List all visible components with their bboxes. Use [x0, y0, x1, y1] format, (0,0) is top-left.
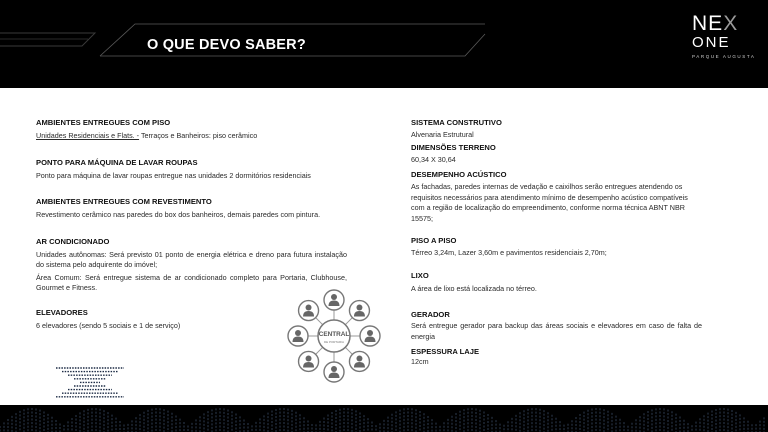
section-title: ESPESSURA LAJE [411, 347, 480, 356]
section-title: PONTO PARA MÁQUINA DE LAVAR ROUPAS [36, 157, 198, 167]
section-text: Unidades autônomas: Será previsto 01 ponto de energia elétrica e dreno para futura instalação do sistema pelo adquirente do imóvel; [36, 249, 347, 269]
section-text: Área Comum: Será entregue sistema de ar condicionado completo para Portaria, Clubhouse, Gourmet e Fitness. [36, 272, 347, 292]
section-text: Será entregue gerador para backup das áreas sociais e elevadores em caso de falta de energia [411, 321, 702, 341]
section-title: LIXO [411, 270, 429, 280]
section-text: Térreo 3,24m, Lazer 3,60m e pavimentos residenciais 2,70m; [411, 248, 607, 257]
decorative-chevron-icon [50, 366, 130, 402]
section-text: Ponto para máquina de lavar roupas entregue nas unidades 2 dormitórios residenciais [36, 170, 311, 180]
footer-decorative-pattern [0, 405, 768, 432]
section-sistema-construtivo [411, 118, 702, 141]
section-revestimento [36, 197, 347, 221]
section-dimensoes-terreno [411, 143, 702, 166]
logo-one: ONE [692, 34, 731, 51]
section-title: DESEMPENHO ACÚSTICO [411, 170, 507, 179]
person-icon [288, 326, 308, 346]
logo-x: X [723, 12, 739, 35]
person-icon [360, 326, 380, 346]
section-title: AMBIENTES ENTREGUES COM PISO [36, 118, 171, 127]
section-text: Alvenaria Estrutural [411, 130, 474, 139]
section-desempenho-acustico [411, 170, 702, 224]
section-text: 12cm [411, 357, 429, 366]
section-title: GERADOR [411, 310, 450, 319]
section-piso-a-piso [411, 236, 702, 259]
person-icon [324, 362, 344, 382]
person-icon [299, 301, 319, 321]
central-portaria-icon [286, 288, 382, 384]
section-title: AR CONDICIONADO [36, 236, 110, 246]
section-ar-condicionado [36, 237, 347, 294]
section-piso [36, 118, 347, 142]
section-maquina-lavar [36, 158, 347, 182]
right-column [411, 118, 702, 368]
header-decorative-lines [0, 0, 768, 88]
section-lixo [411, 271, 702, 295]
section-gerador [411, 310, 702, 342]
page-title: O QUE DEVO SABER? [147, 37, 306, 53]
brand-logo [692, 14, 762, 59]
section-text: Revestimento cerâmico nas paredes do box dos banheiros, demais paredes com pintura. [36, 210, 321, 219]
section-text: 6 elevadores (sendo 5 sociais e 1 de serviço) [36, 320, 181, 330]
person-icon [349, 351, 369, 371]
person-icon [349, 301, 369, 321]
section-text: 60,34 X 30,64 [411, 154, 456, 164]
underlined-text: Unidades Residenciais e Flats. - [36, 131, 140, 140]
section-title: ELEVADORES [36, 307, 88, 317]
footer-band [0, 405, 768, 432]
section-title: AMBIENTES ENTREGUES COM REVESTIMENTO [36, 197, 212, 206]
person-icon [299, 351, 319, 371]
section-text: As fachadas, paredes internas de vedação e caixilhos serão entregues atendendo os requisitos necessários para atendimento mínimo de desempenho acústico compatíveis com a região de localização do empreendimento, conforme norma técnica ABNT NBR 15575; [411, 182, 688, 223]
section-text: A área de lixo está localizada no térreo. [411, 283, 537, 293]
central-label: CENTRAL [318, 331, 350, 338]
logo-tagline: PARQUE AUGUSTA [692, 54, 756, 59]
logo-ne: NE [692, 12, 724, 35]
section-title: DIMENSÕES TERRENO [411, 142, 496, 152]
person-icon [324, 290, 344, 310]
section-title: SISTEMA CONSTRUTIVO [411, 118, 502, 127]
header-band [0, 0, 768, 88]
central-sublabel: DE PORTARIA [323, 340, 345, 344]
section-espessura-laje [411, 347, 702, 368]
section-title: PISO A PISO [411, 236, 457, 245]
section-text: Terraços e Banheiros: piso cerâmico [139, 131, 258, 140]
